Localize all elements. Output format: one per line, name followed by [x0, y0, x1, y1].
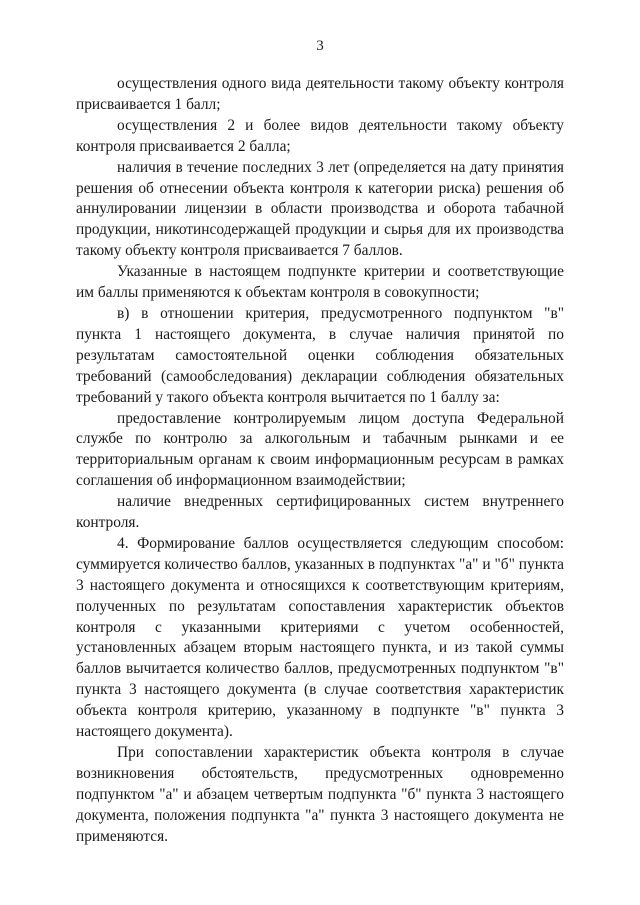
paragraph: 4. Формирование баллов осуществляется следующим способом: суммируется количество баллов, указанных в подпунктах "а" и "б" пункта 3 настоящего документа и относящихся к соответствующим критериям, полученных по результатам сопоставления характеристик объектов контроля с указанными критериями с учетом особенностей, установленных абзацем вторым настоящего пункта, и из такой суммы баллов вычитается количество баллов, предусмотренных подпунктом "в" пункта 3 настоящего документа (в случае соответствия характеристик объекта контроля критерию, указанному в подпункте "в" пункта 3 настоящего документа). [76, 534, 564, 741]
paragraph: наличия в течение последних 3 лет (определяется на дату принятия решения об отнесении объекта контроля к категории риска) решения об аннулировании лицензии в области производства и оборота табачной продукции, никотинсодержащей продукции и сырья для их производства такому объекту контроля присваивается 7 баллов. [76, 158, 564, 260]
paragraph: Указанные в настоящем подпункте критерии и соответствующие им баллы применяются к объектам контроля в совокупности; [76, 263, 564, 302]
paragraph: в) в отношении критерия, предусмотренного подпунктом "в" пункта 1 настоящего документа, в случае наличия принятой по результатам самостоятельной оценки соблюдения обязательных требований (самообследования) декларации соблюдения обязательных требований у такого объекта контроля вычитается по 1 баллу за: [76, 304, 564, 406]
paragraph: предоставление контролируемым лицом доступа Федеральной службе по контролю за алкогольным и табачным рынками и ее территориальным органам к своим информационным ресурсам в рамках соглашения об информационном взаимодействии; [76, 409, 564, 490]
paragraph: осуществления одного вида деятельности такому объекту контроля присваивается 1 балл; [76, 75, 564, 113]
paragraph: осуществления 2 и более видов деятельности такому объекту контроля присваивается 2 балла; [76, 116, 564, 155]
page-number: 3 [316, 38, 324, 54]
document-body [76, 74, 564, 848]
paragraph: наличие внедренных сертифицированных систем внутреннего контроля. [76, 493, 564, 532]
paragraph: При сопоставлении характеристик объекта контроля в случае возникновения обстоятельств, предусмотренных одновременно подпунктом "а" и абзацем четвертым подпункта "б" пункта 3 настоящего документа, положения подпункта "а" пункта 3 настоящего документа не применяются. [76, 744, 564, 845]
